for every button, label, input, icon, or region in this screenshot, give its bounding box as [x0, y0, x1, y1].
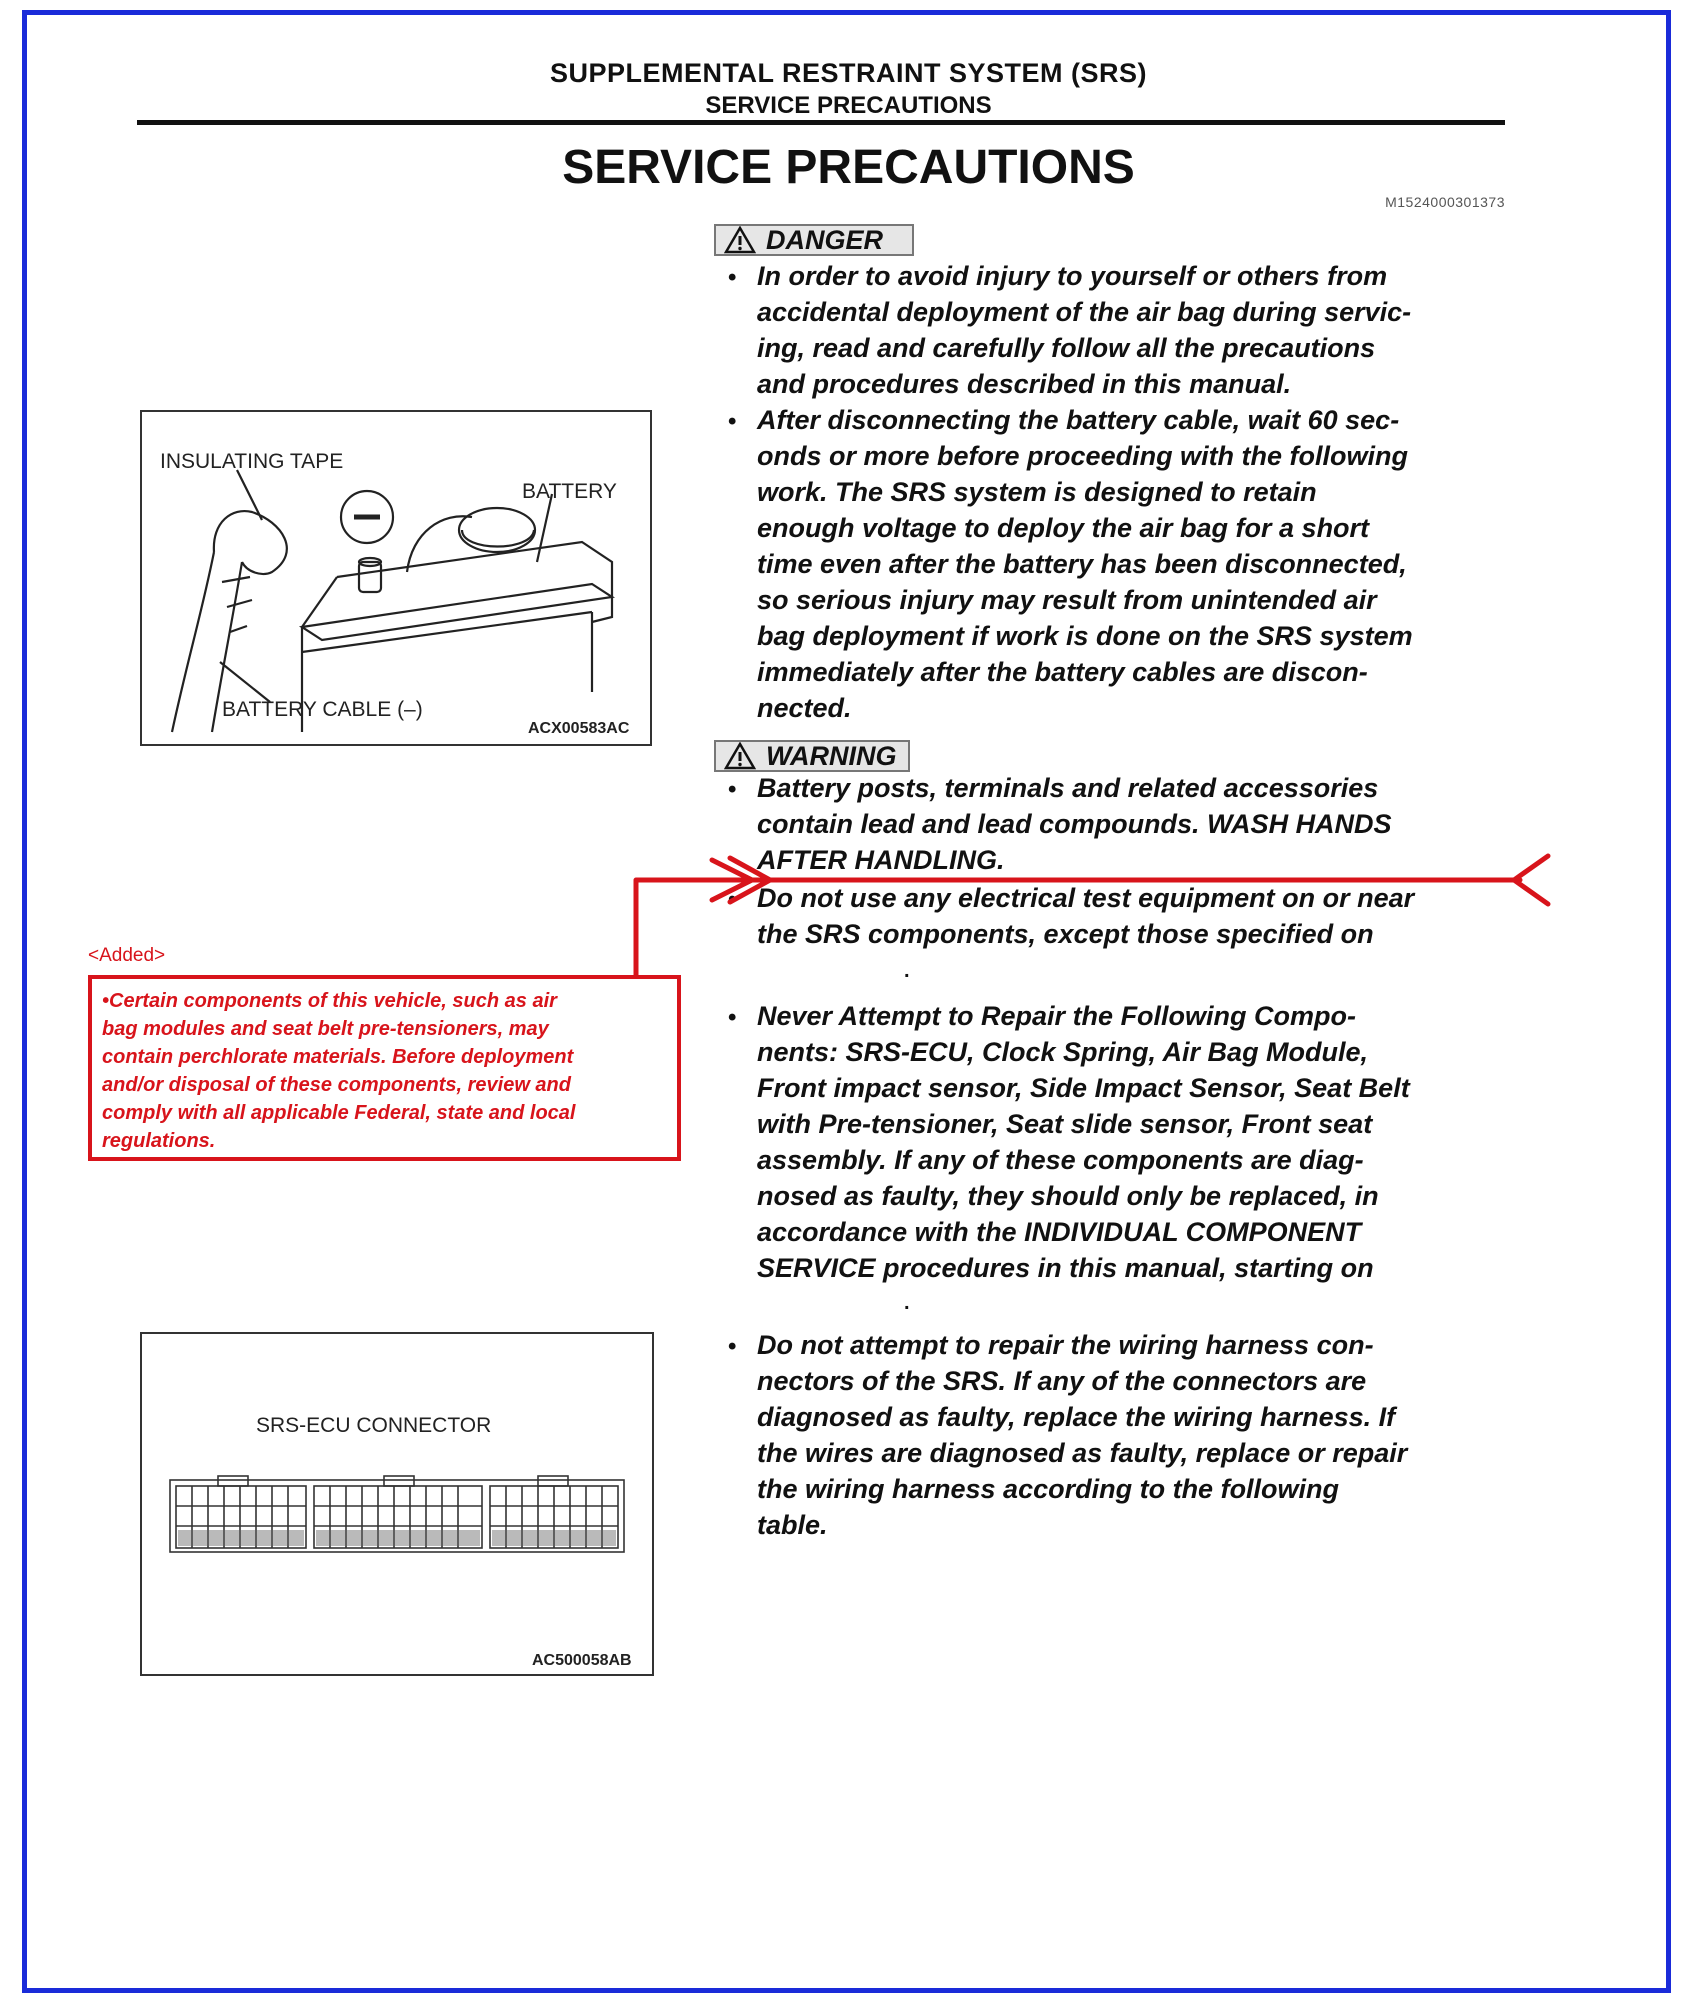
danger-label: DANGER: [766, 224, 884, 255]
warning-item-1: Battery posts, terminals and related accessories contain lead and lead compounds. WASH HANDS AFTER HANDLING.: [757, 773, 1392, 875]
bullet: •: [728, 886, 737, 913]
warning-item-4: Do not attempt to repair the wiring harness con- nectors of the SRS. If any of the connectors are diagnosed as faulty, replace the wiring harness. If the wires are diagnosed as faulty, replace or repair the wiring harness according to the following table.: [757, 1330, 1408, 1540]
bullet: •: [728, 1333, 737, 1360]
added-note-box: •Certain components of this vehicle, such as air bag modules and seat belt pre-tensioners, may contain perchlorate materials. Before deployment and/or disposal of these components, review and comply with all applicable Federal, state and local regulations.: [88, 975, 681, 1161]
label-insulating-tape: INSULATING TAPE: [160, 450, 344, 473]
bullet: •: [728, 264, 737, 291]
label-srs-ecu-connector: SRS-ECU CONNECTOR: [256, 1414, 492, 1437]
danger-item-1: In order to avoid injury to yourself or others from accidental deployment of the air bag during servic- ing, read and carefully follow all the precautions and procedures described in this manual.: [757, 261, 1412, 399]
danger-item-2: After disconnecting the battery cable, wait 60 sec- onds or more before proceeding with the following work. The SRS system is designed to retain enough voltage to deploy the air bag for a short time even after the battery has been disconnected, so serious injury may result from unintended air bag deployment if work is done on the SRS system immediately after the battery cables are discon- nected.: [757, 405, 1413, 723]
label-battery: BATTERY: [522, 480, 617, 503]
bullet: •: [728, 1004, 737, 1031]
bullet: •: [728, 408, 737, 435]
document-code: M1524000301373: [1385, 194, 1505, 210]
warning-label: WARNING: [766, 740, 897, 771]
subsection-header: SERVICE PRECAUTIONS: [705, 92, 992, 119]
reference-dot: .: [904, 1292, 910, 1314]
added-tag: <Added>: [88, 945, 166, 966]
figure-code: ACX00583AC: [528, 720, 630, 737]
warning-item-3: Never Attempt to Repair the Following Compo- nents: SRS-ECU, Clock Spring, Air Bag Module, Front impact sensor, Side Impact Sensor, Seat Belt with Pre-tensioner, Seat slide sensor, Front seat assembly. If any of these components are diag- nosed as faulty, they should only be replaced, in accordance with the INDIVIDUAL COMPONENT SERVICE procedures in this manual, starting on: [757, 1001, 1410, 1283]
page-title: SERVICE PRECAUTIONS: [562, 141, 1135, 194]
figure-code: AC500058AB: [532, 1652, 632, 1669]
reference-dot: .: [904, 960, 910, 982]
label-battery-cable: BATTERY CABLE (–): [222, 698, 423, 721]
bullet: •: [728, 776, 737, 803]
warning-item-2: Do not use any electrical test equipment on or near the SRS components, except those specified on: [757, 883, 1415, 949]
section-header: SUPPLEMENTAL RESTRAINT SYSTEM (SRS): [549, 58, 1148, 88]
